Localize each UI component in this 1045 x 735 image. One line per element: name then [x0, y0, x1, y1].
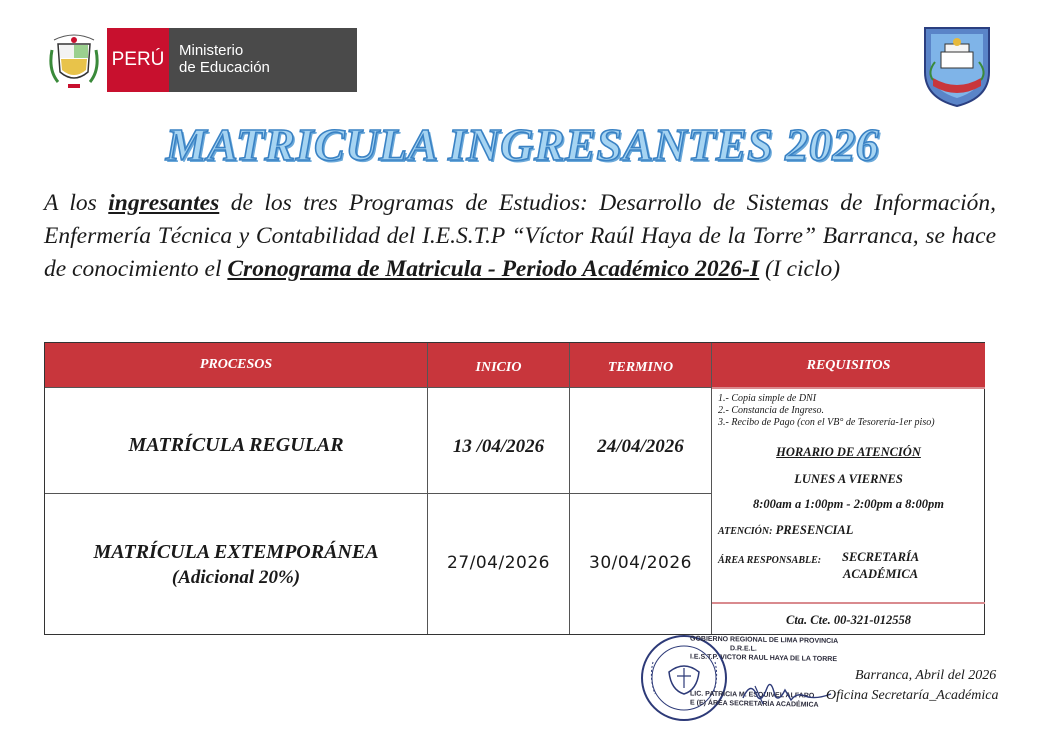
atencion-label: ATENCIÓN: — [718, 526, 773, 537]
row-extemporanea-proceso — [45, 540, 427, 590]
atencion-value: PRESENCIAL — [775, 523, 854, 537]
requisitos-list — [718, 393, 983, 429]
intro-paragraph — [44, 187, 996, 286]
header-inicio-label: INICIO — [475, 360, 522, 375]
row-extemporanea-subtitle: (Adicional 20%) — [171, 567, 301, 588]
area-value-line-1: SECRETARÍA — [842, 550, 920, 564]
intro-text-1: A los — [44, 190, 109, 216]
place-and-date: Barranca, Abril del 2026 — [855, 668, 997, 683]
row-extemporanea-termino: 30/04/2026 — [589, 553, 692, 573]
header-inicio — [428, 343, 569, 387]
sign-line: LIC. PATRICIA M. ESQUIVEL ALFARO — [690, 690, 815, 700]
sign-line: GOBIERNO REGIONAL DE LIMA PROVINCIA — [690, 635, 839, 646]
sign-line: E (E) ÁREA SECRETARÍA ACADÉMICA — [690, 699, 819, 709]
institute-shield-logo — [919, 22, 995, 108]
ministry-of-education-banner — [107, 28, 357, 92]
intro-highlight-ingresantes: ingresantes — [108, 190, 220, 216]
row-regular-inicio: 13 /04/2026 — [452, 436, 545, 457]
ministry-line-1: Ministerio — [179, 42, 244, 59]
atencion-line — [718, 523, 983, 538]
header-procesos-label: PROCESOS — [199, 357, 273, 372]
sign-line: I.E.S.T.P. VICTOR RAUL HAYA DE LA TORRE — [690, 653, 838, 664]
row-divider — [712, 387, 985, 389]
intro-text-2: de los tres Programas de Estudios: Desarrollo de Sistemas de Información, Enfermería Técnica y Contabilidad del I.E.S.T.P “Víctor Raúl Haya de la Torre” Barranca, se hace de conocimiento el — [44, 190, 996, 282]
intro-highlight-cronograma: Cronograma de Matricula - Periodo Académico 2026-I — [227, 256, 760, 282]
row-divider — [45, 493, 711, 494]
area-value — [842, 549, 982, 583]
area-label: ÁREA RESPONSABLE: — [718, 555, 822, 566]
peru-coat-of-arms-logo — [48, 30, 100, 92]
header-requisitos-label: REQUISITOS — [806, 358, 891, 373]
row-regular-termino: 24/04/2026 — [597, 436, 684, 457]
schedule-table — [44, 342, 985, 635]
intro-text-3: (I ciclo) — [759, 256, 841, 282]
row-extemporanea-inicio: 27/04/2026 — [447, 553, 550, 573]
horario-title: HORARIO DE ATENCIÓN — [776, 445, 921, 459]
main-title: MATRICULA INGRESANTES 2026 — [165, 119, 880, 170]
header-termino-label: TERMINO — [607, 360, 674, 375]
requisito-item: 1.- Copia simple de DNI — [718, 393, 817, 404]
header-requisitos — [712, 343, 985, 387]
row-divider — [712, 602, 985, 604]
horario-dias: LUNES A VIERNES — [794, 472, 903, 486]
horario-horas: 8:00am a 1:00pm - 2:00pm a 8:00pm — [753, 497, 944, 511]
row-regular-proceso: MATRÍCULA REGULAR — [128, 434, 344, 456]
peru-label: PERÚ — [107, 28, 169, 92]
requisito-item: 3.- Recibo de Pago (con el VB° de Tesorería-1er piso) — [718, 417, 935, 428]
row-extemporanea-title: MATRÍCULA EXTEMPORÁNEA — [93, 541, 379, 563]
cuenta-corriente: Cta. Cte. 00-321-012558 — [786, 613, 911, 627]
sign-line: D.R.E.L. — [730, 645, 757, 653]
area-value-line-2: ACADÉMICA — [843, 567, 919, 581]
ministry-name — [169, 28, 357, 92]
header-procesos — [45, 343, 427, 387]
requisito-item: 2.- Constancia de Ingreso. — [718, 405, 825, 416]
ministry-line-2: de Educación — [179, 59, 270, 76]
header-termino — [570, 343, 711, 387]
row-divider — [45, 387, 711, 388]
issuing-office: Oficina Secretaría_Académica — [826, 688, 999, 703]
